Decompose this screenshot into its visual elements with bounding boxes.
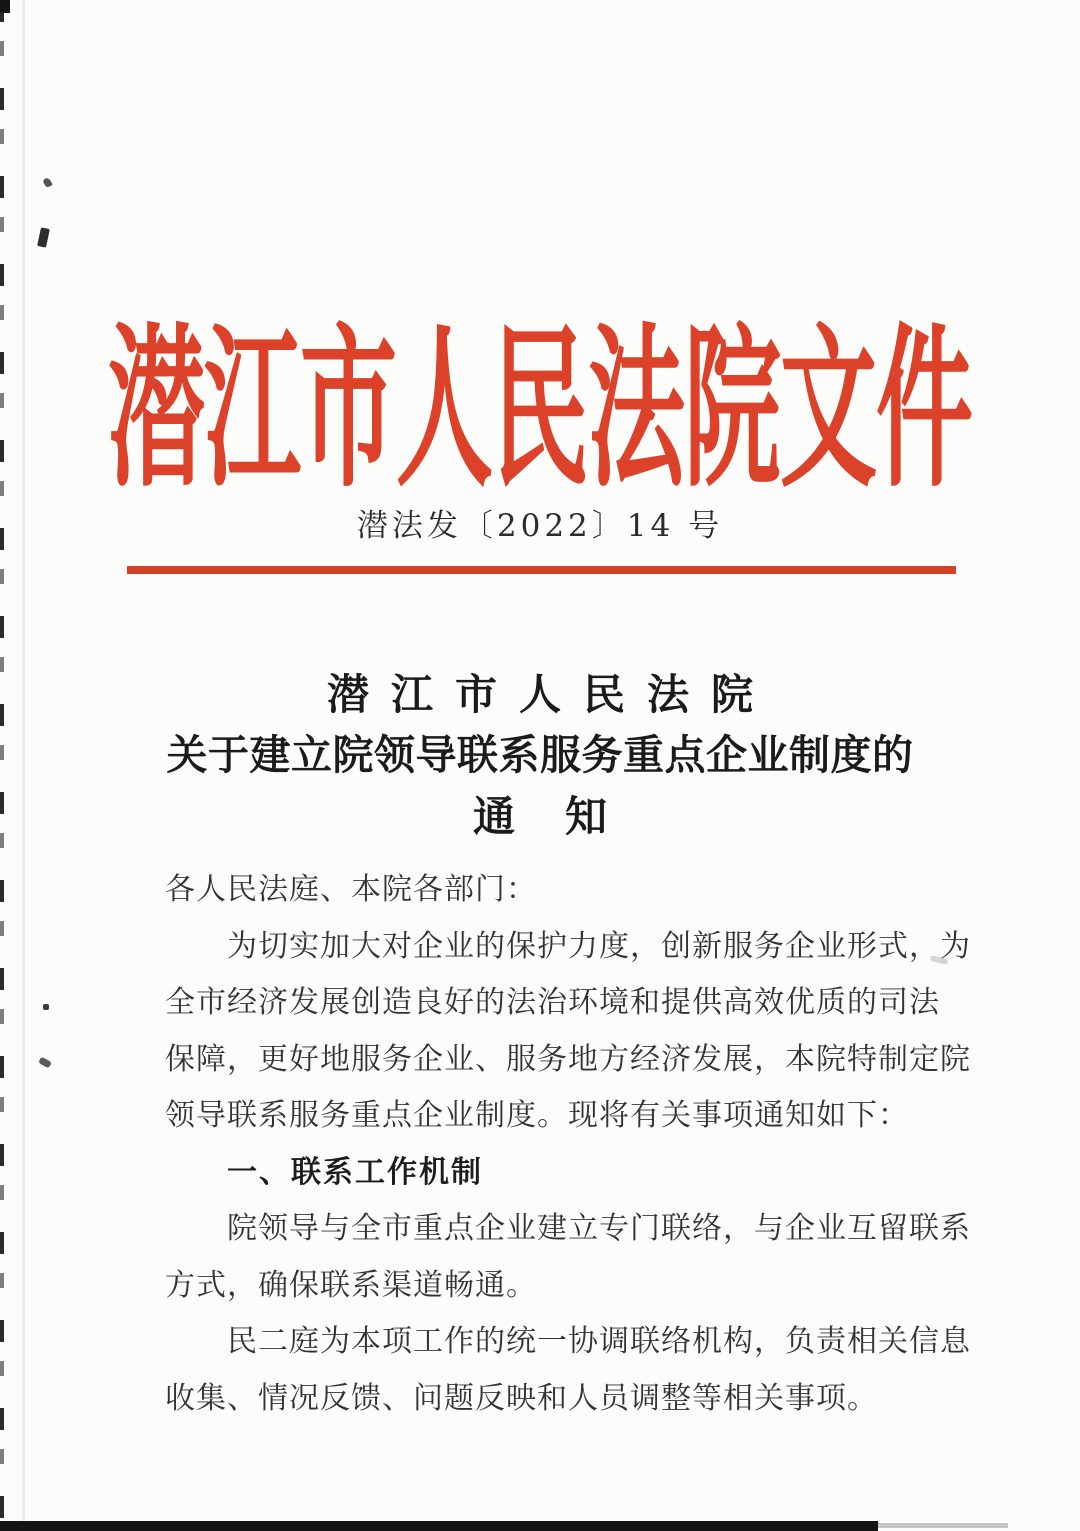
notice-title-line1: 潜江市人民法院 bbox=[326, 670, 775, 719]
body-line: 收集、情况反馈、问题反映和人员调整等相关事项。 bbox=[165, 1380, 878, 1416]
section-heading: 一、联系工作机制 bbox=[227, 1154, 483, 1190]
body-line: 保障，更好地服务企业、服务地方经济发展，本院特制定院 bbox=[165, 1041, 971, 1077]
document-number: 潜法发〔2022〕14 号 bbox=[356, 508, 724, 544]
scan-corner-mark bbox=[0, 0, 10, 13]
scan-speck bbox=[38, 1057, 52, 1069]
scan-speck bbox=[43, 1004, 49, 1010]
notice-title-line2: 关于建立院领导联系服务重点企业制度的 bbox=[166, 731, 914, 779]
body-line: 全市经济发展创造良好的法治环境和提供高效优质的司法 bbox=[165, 985, 940, 1020]
scan-speck bbox=[42, 177, 53, 188]
scan-speck bbox=[37, 227, 50, 247]
body-line: 民二庭为本项工作的统一协调联络机构，负责相关信息 bbox=[227, 1324, 971, 1359]
body-line: 院领导与全市重点企业建立专门联络，与企业互留联系 bbox=[227, 1211, 971, 1246]
red-divider-line bbox=[127, 566, 956, 574]
scan-bar-bottom bbox=[0, 1521, 878, 1531]
body-line: 领导联系服务重点企业制度。现将有关事项通知如下： bbox=[165, 1098, 909, 1133]
header-org-title-text: 潜江市人民法院文件 bbox=[108, 305, 972, 511]
notice-title-line3: 通知 bbox=[472, 792, 657, 841]
scan-bar-bottom-gray bbox=[878, 1523, 1008, 1528]
notice-title bbox=[0, 666, 1080, 848]
header-org-title bbox=[0, 268, 1080, 511]
salutation-line: 各人民法庭、本院各部门： bbox=[165, 872, 537, 907]
body-line: 为切实加大对企业的保护力度，创新服务企业形式，为 bbox=[227, 928, 971, 964]
notice-body bbox=[165, 862, 971, 1427]
body-line: 方式，确保联系渠道畅通。 bbox=[165, 1267, 537, 1303]
